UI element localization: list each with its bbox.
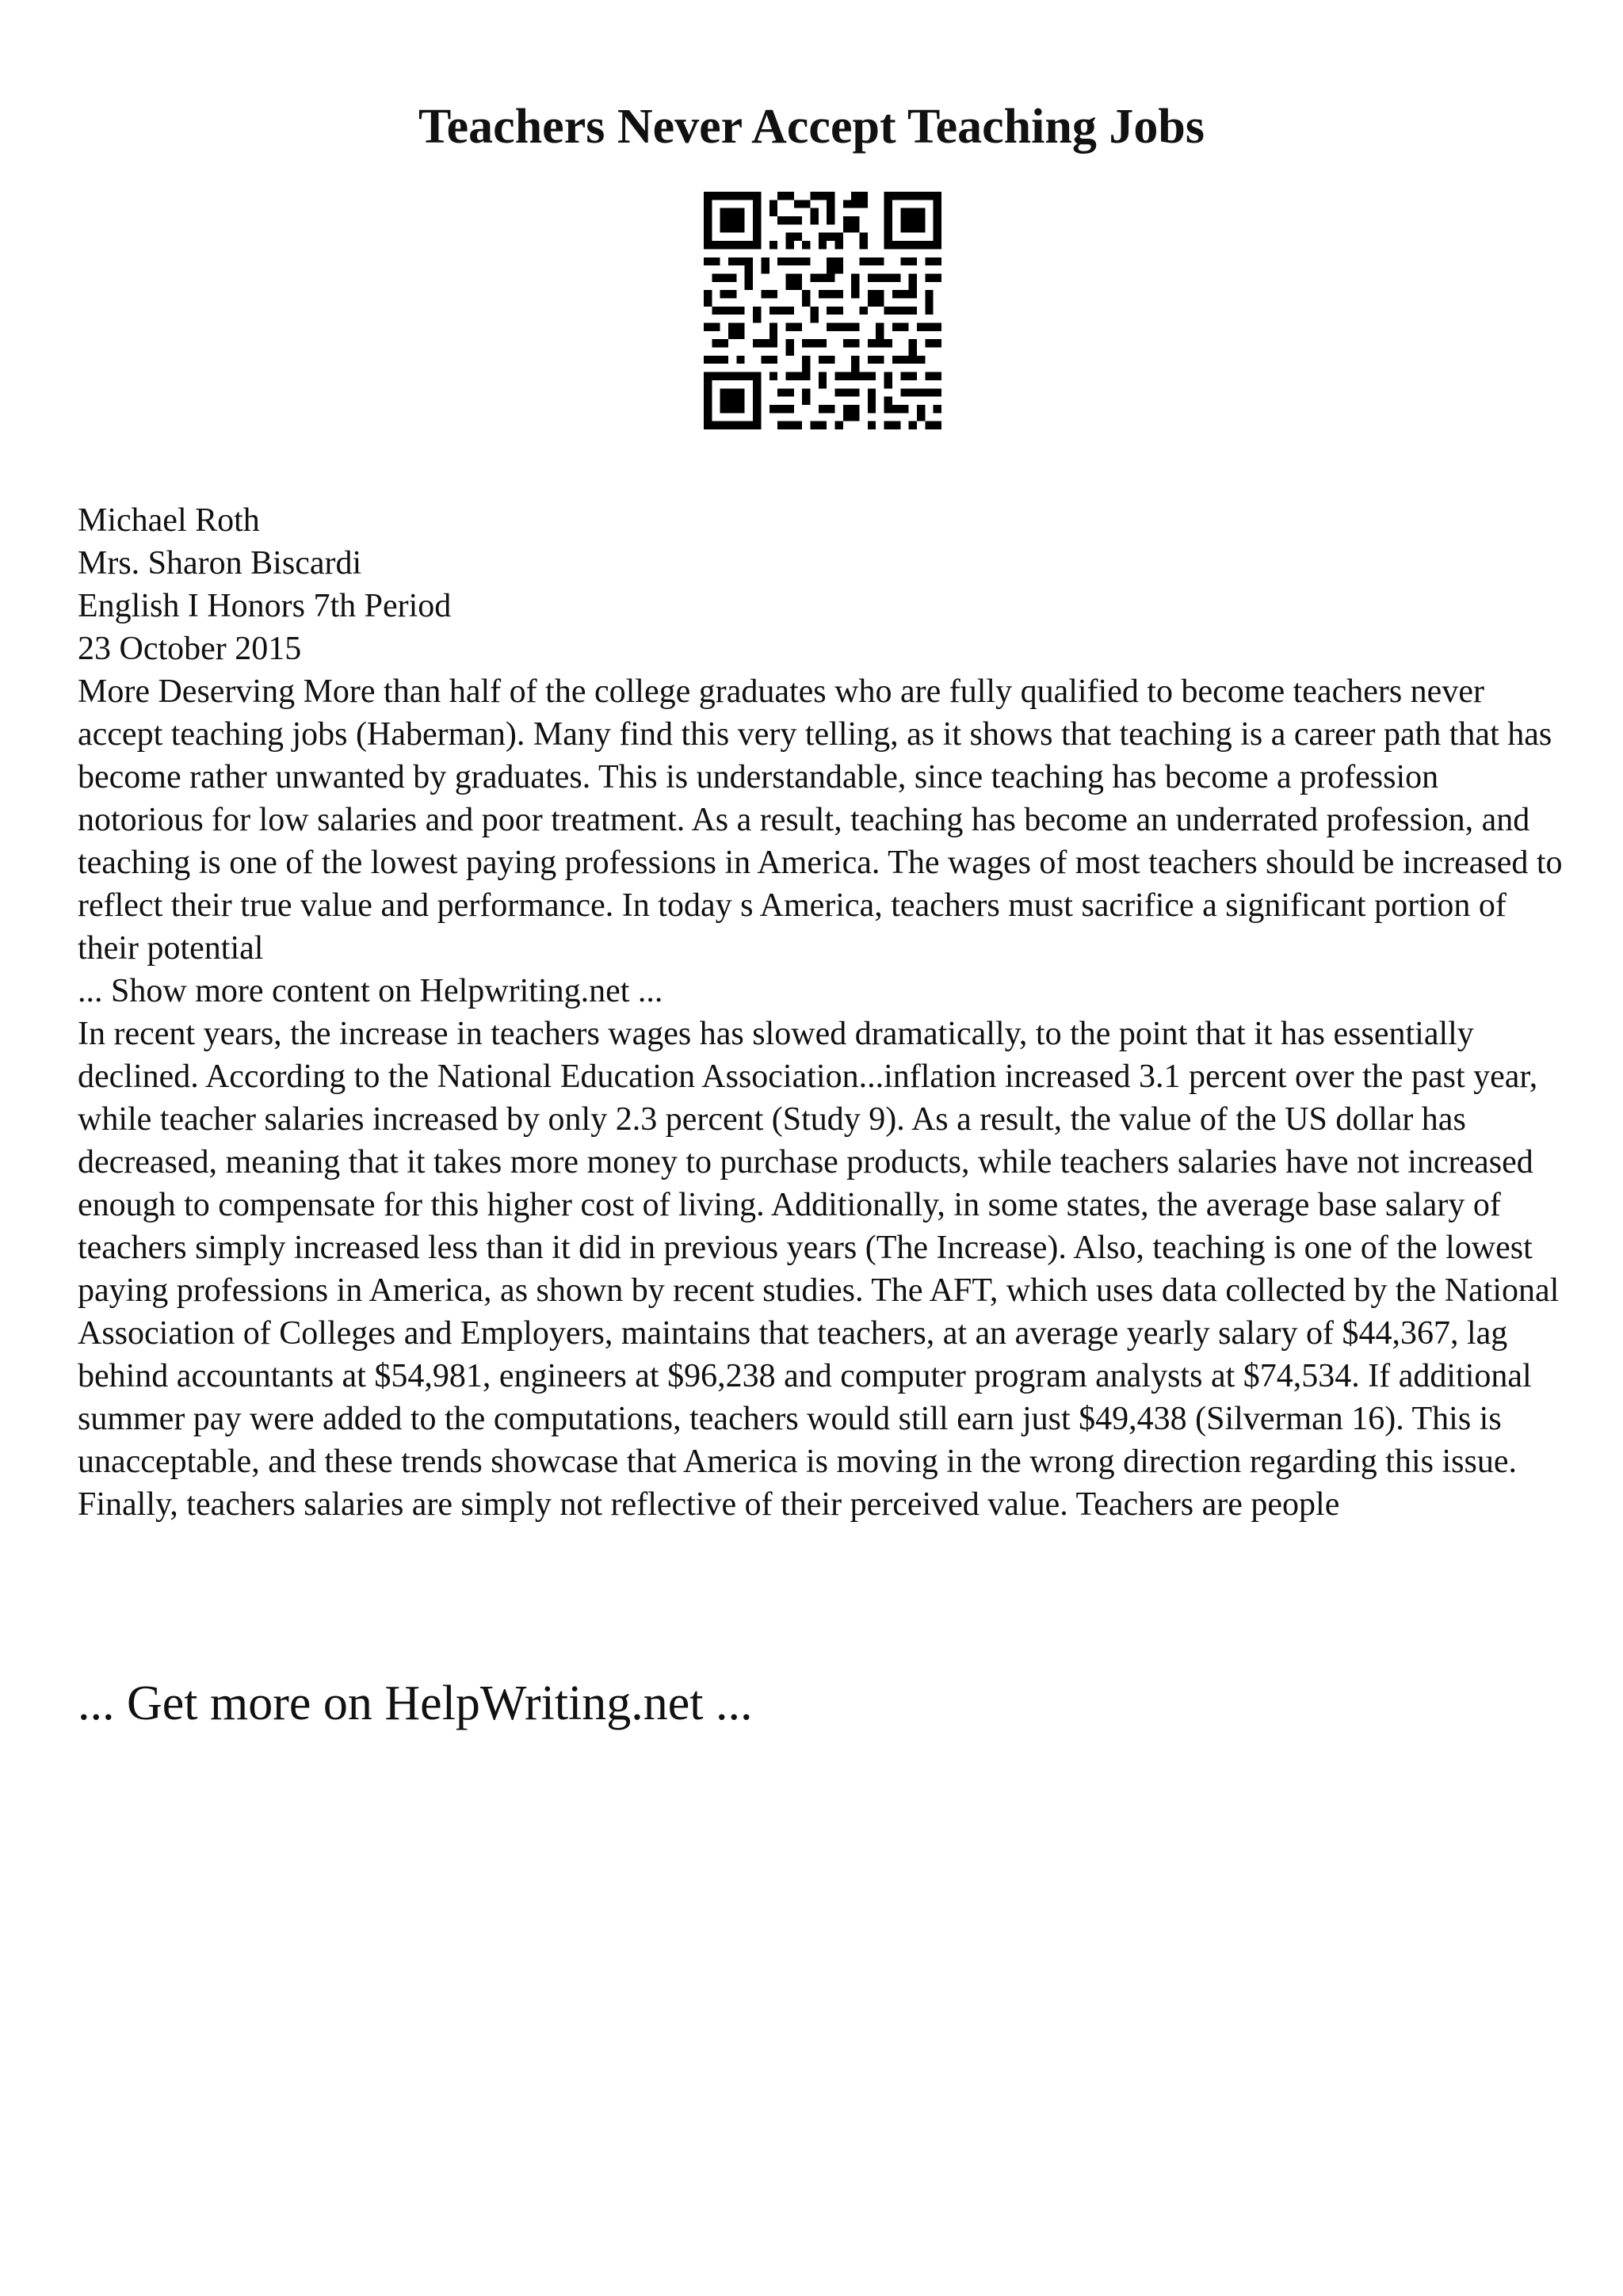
get-more-link[interactable]: ... Get more on HelpWriting.net ...	[78, 1676, 753, 1730]
paragraph-2: In recent years, the increase in teachers wages has slowed dramatically, to the point that it has essentially declined. According to the National Education Association...inflation increased 3.1 percent over the past year, while teacher salaries increased by only 2.3 percent (Study 9). As a result, the value of the US dollar has decreased, meaning that it takes more money to purchase products, while teachers salaries have not increased enough to compensate for this higher cost of living. Additionally, in some states, the average base salary of teachers simply increased less than it did in previous years (The Increase). Also, teaching is one of the lowest paying professions in America, as shown by recent studies. The AFT, which uses data collected by the National Association of Colleges and Employers, maintains that teachers, at an average yearly salary of $44,367, lag behind accountants at $54,981, engineers at $96,238 and computer program analysts at $74,534. If additional summer pay were added to the computations, teachers would still earn just $49,438 (Silverman 16). This is unacceptable, and these trends showcase that America is moving in the wrong direction regarding this issue. Finally, teachers salaries are simply not reflective of their perceived value. Teachers are people	[78, 1016, 1560, 1523]
teacher-name: Mrs. Sharon Biscardi	[78, 545, 362, 582]
document-date: 23 October 2015	[78, 631, 302, 667]
document-title: Teachers Never Accept Teaching Jobs	[418, 100, 1205, 154]
paragraph-1: More Deserving More than half of the college graduates who are fully qualified to become teachers never accept teaching jobs (Haberman). Many find this very telling, as it shows that teaching is a career path that has become rather unwanted by graduates. This is understandable, since teaching has become a profession notorious for low salaries and poor treatment. As a result, teaching has become an underrated profession, and teaching is one of the lowest paying professions in America. The wages of most teachers should be increased to reflect their true value and performance. In today s America, teachers must sacrifice a significant portion of their potential	[78, 673, 1563, 967]
class-period: English I Honors 7th Period	[78, 588, 452, 624]
author-name: Michael Roth	[78, 502, 260, 539]
document-body	[78, 499, 1568, 1526]
show-more-link[interactable]: ... Show more content on Helpwriting.net ...	[78, 973, 663, 1009]
qr-code-icon	[704, 192, 941, 429]
